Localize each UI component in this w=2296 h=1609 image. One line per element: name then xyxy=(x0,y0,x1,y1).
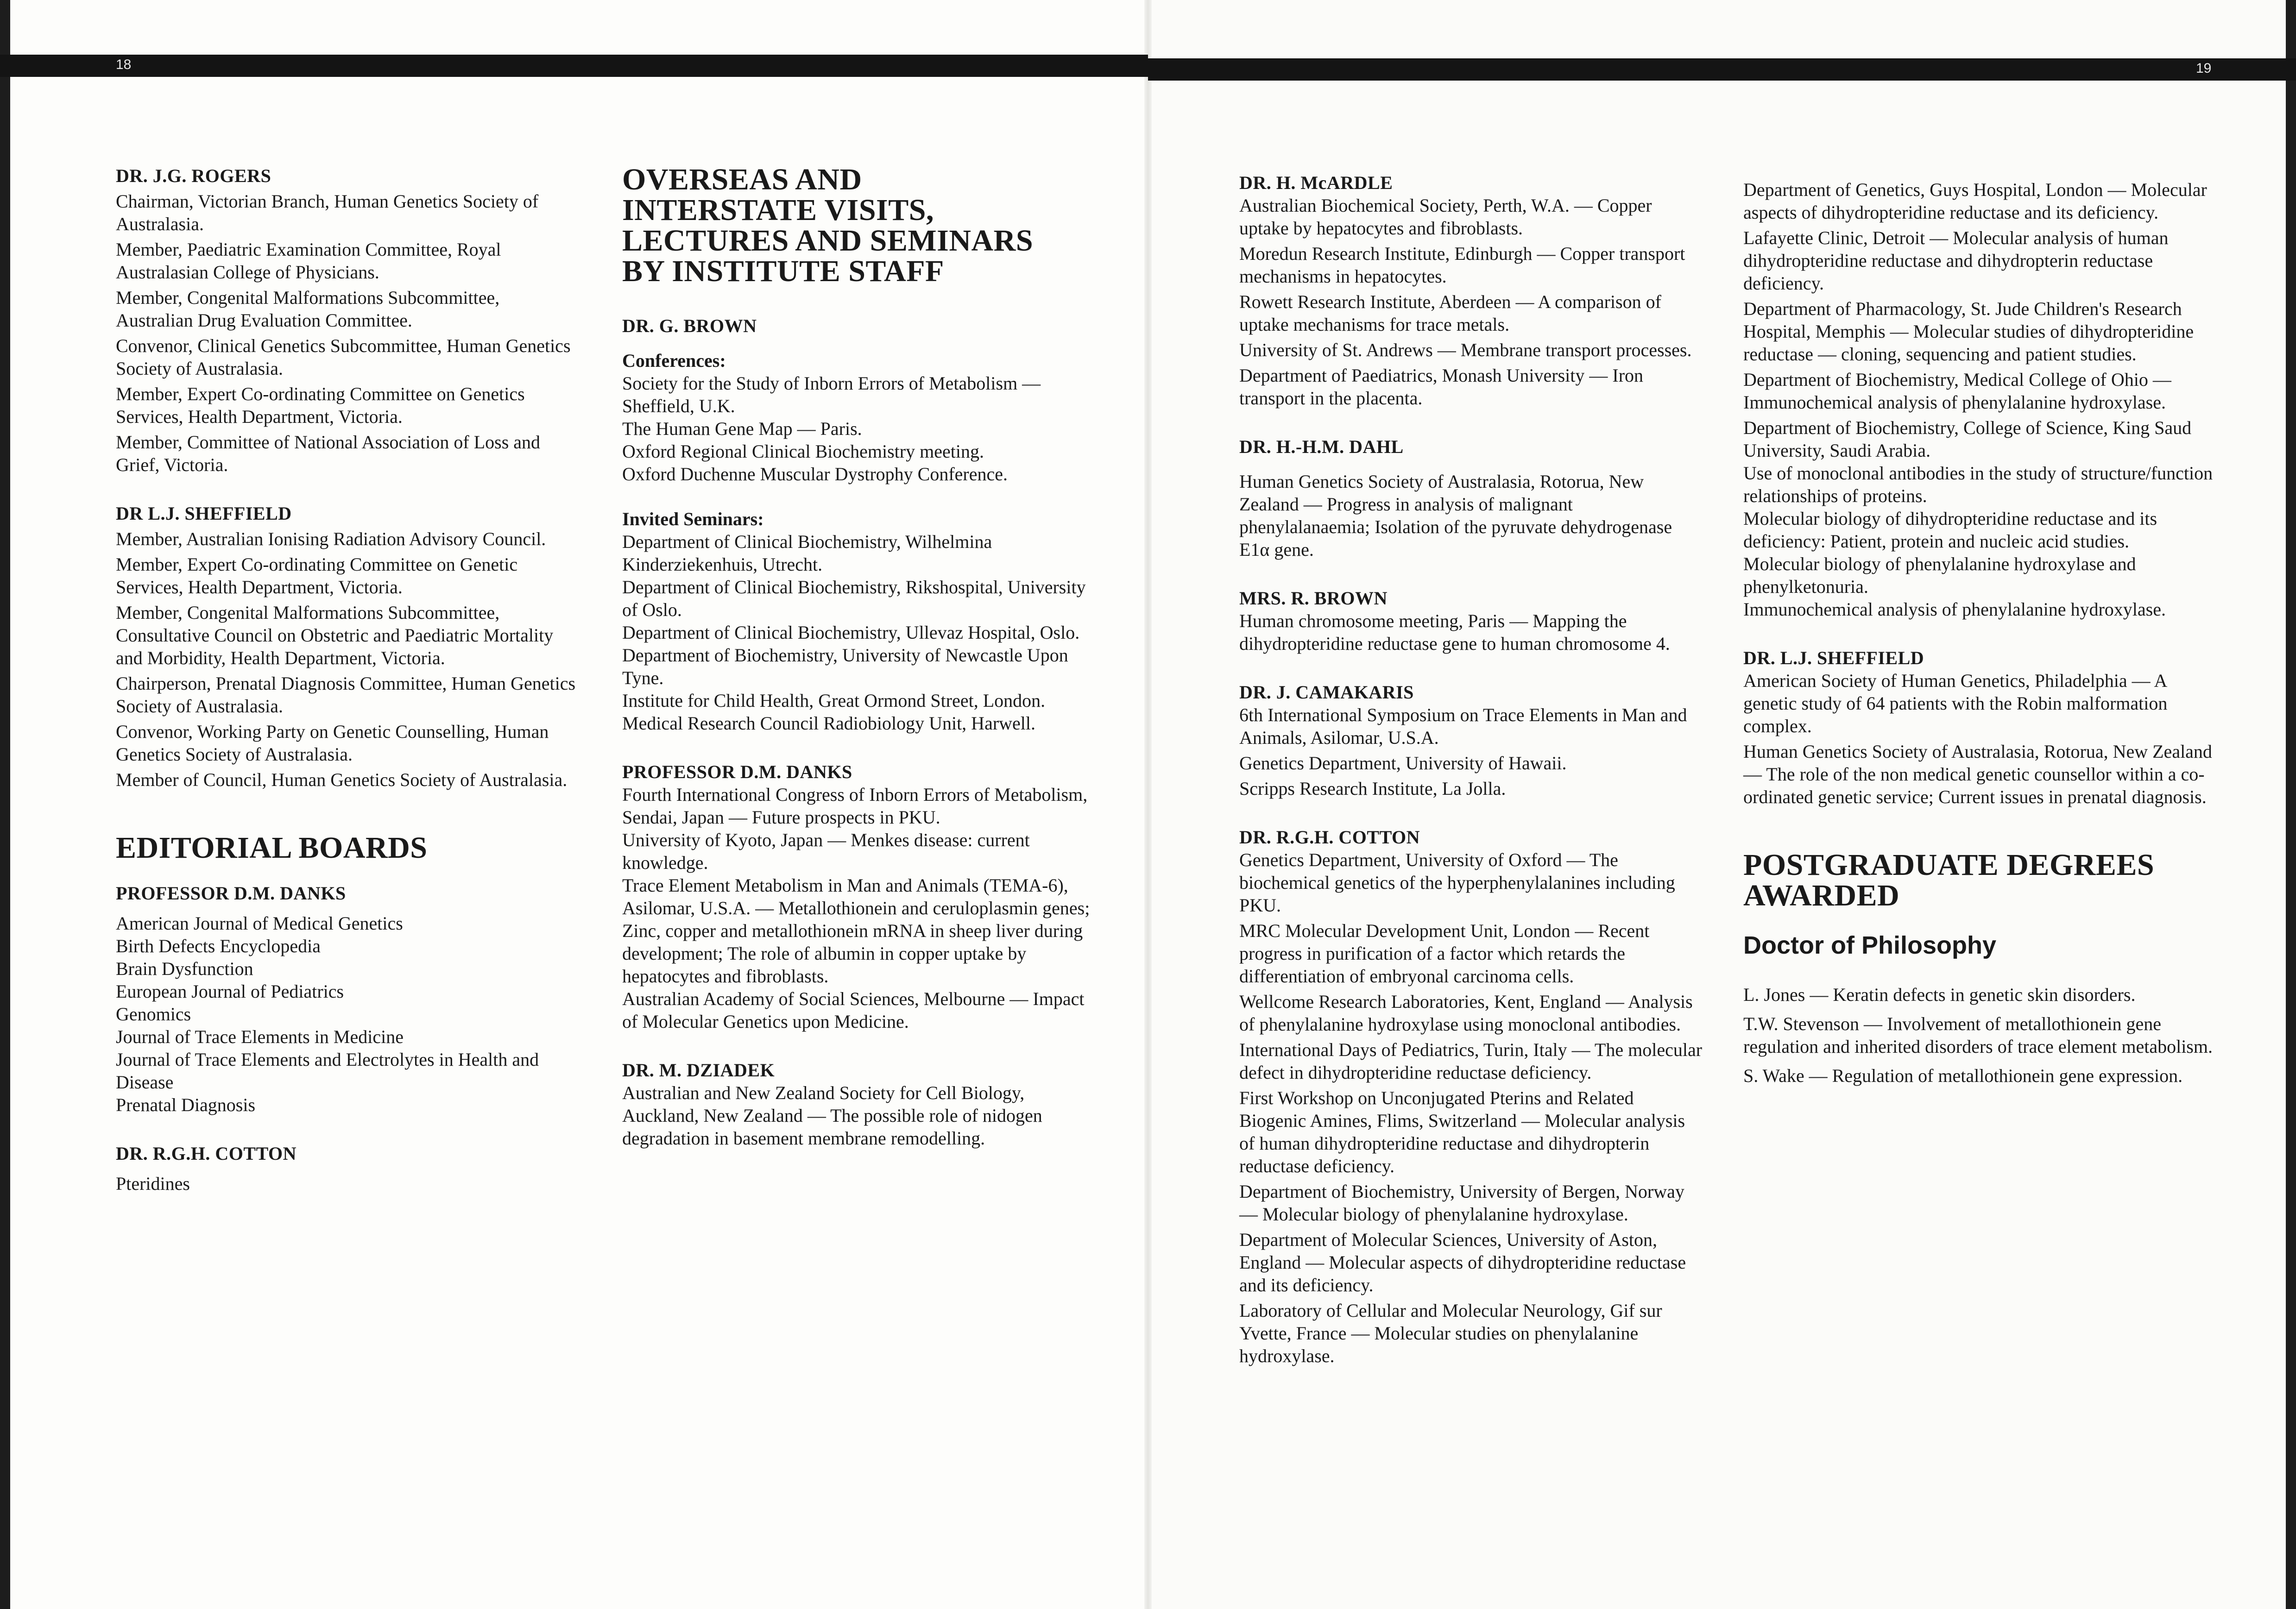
entry: Chairperson, Prenatal Diagnosis Committee, Human Genetics Society of Australasia. xyxy=(116,673,576,717)
entry: Rowett Research Institute, Aberdeen — A comparison of uptake mechanisms for trace metals. xyxy=(1239,291,1661,335)
journal-item: Prenatal Diagnosis xyxy=(116,1094,256,1115)
cotton-continued xyxy=(1743,178,2216,621)
sheffield-visits-section xyxy=(1743,647,2216,808)
entry: Human chromosome meeting, Paris — Mapping the dihydropteridine reductase gene to human chromosome 4. xyxy=(1239,610,1670,654)
subsection-label: Conferences: xyxy=(622,350,726,371)
person-name: DR. M. DZIADEK xyxy=(622,1060,775,1081)
entry: Member of Council, Human Genetics Society of Australasia. xyxy=(116,769,568,790)
journal-item: Journal of Trace Elements in Medicine xyxy=(116,1026,404,1047)
entry: Chairman, Victorian Branch, Human Genetics Society of Australasia. xyxy=(116,191,539,234)
person-name: PROFESSOR D.M. DANKS xyxy=(116,883,346,904)
entry: First Workshop on Unconjugated Pterins and Related Biogenic Amines, Flims, Switzerland — Molecular analysis of human dihydropteridine reductase and dihydropterin reductase deficiency. xyxy=(1239,1087,1685,1176)
entry: Australian Academy of Social Sciences, Melbourne — Impact of Molecular Genetics upon Medicine. xyxy=(622,988,1085,1032)
entry: Department of Biochemistry, College of Science, King Saud University, Saudi Arabia. xyxy=(1743,417,2192,461)
camakaris-section xyxy=(1239,681,1703,800)
gbrown-section xyxy=(622,314,1095,735)
heading-line: OVERSEAS AND xyxy=(622,163,862,196)
degrees-list xyxy=(1743,983,2216,1087)
rbrown-section xyxy=(1239,587,1703,655)
person-name: DR. L.J. SHEFFIELD xyxy=(1743,647,1924,668)
entry: Institute for Child Health, Great Ormond Street, London. xyxy=(622,690,1046,711)
entry: Department of Clinical Biochemistry, Ullevaz Hospital, Oslo. xyxy=(622,622,1080,643)
heading-line: BY INSTITUTE STAFF xyxy=(622,254,944,288)
person-name: MRS. R. BROWN xyxy=(1239,588,1388,609)
danks-visits-section xyxy=(622,761,1095,1033)
sheffield-section xyxy=(116,502,579,791)
dahl-section xyxy=(1239,435,1703,561)
section-heading-visits xyxy=(622,164,1095,287)
entry: Member, Paediatric Examination Committee, Royal Australasian College of Physicians. xyxy=(116,239,501,283)
entry: Oxford Duchenne Muscular Dystrophy Conference. xyxy=(622,464,1008,484)
section-heading-editorial: EDITORIAL BOARDS xyxy=(116,831,428,865)
entry: Moredun Research Institute, Edinburgh — Copper transport mechanisms in hepatocytes. xyxy=(1239,243,1685,287)
journal-item: European Journal of Pediatrics xyxy=(116,981,344,1002)
entry: Lafayette Clinic, Detroit — Molecular analysis of human dihydropteridine reductase and dihydropterin reductase deficiency. xyxy=(1743,227,2169,294)
column-4 xyxy=(1743,178,2216,1090)
person-name: PROFESSOR D.M. DANKS xyxy=(622,761,852,782)
entry: Member, Australian Ionising Radiation Advisory Council. xyxy=(116,528,546,549)
entry: Department of Pharmacology, St. Jude Children's Research Hospital, Memphis — Molecular studies of dihydropteridine reductase — cloning, sequencing and patient studies. xyxy=(1743,298,2194,365)
page-number-right: 19 xyxy=(2196,61,2212,76)
editorial-danks xyxy=(116,882,579,1116)
entry: Trace Element Metabolism in Man and Animals (TEMA-6), Asilomar, U.S.A. — Metallothionein and ceruloplasmin genes; Zinc, copper and metallothionein mRNA in sheep liver during development; The role of albumin in copper uptake by hepatocytes and fibroblasts. xyxy=(622,875,1090,987)
column-2 xyxy=(622,164,1095,1175)
entry: Human Genetics Society of Australasia, Rotorua, New Zealand — The role of the non medical genetic counsellor within a co-ordinated genetic service; Current issues in prenatal diagnosis. xyxy=(1743,741,2212,807)
entry: University of Kyoto, Japan — Menkes disease: current knowledge. xyxy=(622,830,1030,873)
entry: Department of Genetics, Guys Hospital, London — Molecular aspects of dihydropteridine reductase and its deficiency. xyxy=(1743,179,2207,223)
entry: Member, Expert Co-ordinating Committee on Genetics Services, Health Department, Victoria. xyxy=(116,383,525,427)
person-name: DR L.J. SHEFFIELD xyxy=(116,503,292,524)
entry: Scripps Research Institute, La Jolla. xyxy=(1239,778,1506,799)
entry: Genetics Department, University of Oxford — The biochemical genetics of the hyperphenylalanines including PKU. xyxy=(1239,849,1675,916)
entry: The Human Gene Map — Paris. xyxy=(622,418,862,439)
journal-item: Journal of Trace Elements and Electrolytes in Health and Disease xyxy=(116,1049,539,1093)
degree-entry: L. Jones — Keratin defects in genetic skin disorders. xyxy=(1743,984,2136,1005)
entry: American Society of Human Genetics, Philadelphia — A genetic study of 64 patients with the Robin malformation complex. xyxy=(1743,670,2168,736)
person-name: DR. G. BROWN xyxy=(622,315,757,336)
book-gutter xyxy=(1144,0,1152,1609)
entry: Department of Paediatrics, Monash University — Iron transport in the placenta. xyxy=(1239,365,1644,409)
person-name: DR. J. CAMAKARIS xyxy=(1239,682,1414,703)
heading-line: INTERSTATE VISITS, xyxy=(622,193,934,227)
entry: Member, Committee of National Association of Loss and Grief, Victoria. xyxy=(116,432,541,475)
entry: MRC Molecular Development Unit, London — Recent progress in purification of a factor which retards the differentiation of embryonal carcinoma cells. xyxy=(1239,920,1650,987)
scan-edge-left xyxy=(0,0,10,1609)
heading-line: AWARDED xyxy=(1743,879,1900,912)
journal-item: Genomics xyxy=(116,1004,191,1024)
journal-item: American Journal of Medical Genetics xyxy=(116,913,403,934)
journal-item: Pteridines xyxy=(116,1173,190,1194)
section-heading-postgraduate xyxy=(1743,850,2216,911)
editorial-cotton xyxy=(116,1142,579,1195)
entry: Department of Molecular Sciences, University of Aston, England — Molecular aspects of dihydropteridine reductase and its deficiency. xyxy=(1239,1229,1686,1295)
entry: Australian and New Zealand Society for Cell Biology, Auckland, New Zealand — The possible role of nidogen degradation in basement membrane remodelling. xyxy=(622,1082,1042,1149)
entry: Laboratory of Cellular and Molecular Neurology, Gif sur Yvette, France — Molecular studies on phenylalanine hydroxylase. xyxy=(1239,1300,1662,1366)
entry: University of St. Andrews — Membrane transport processes. xyxy=(1239,339,1692,360)
entry: Molecular biology of dihydropteridine reductase and its deficiency: Patient, protein and nucleic acid studies. xyxy=(1743,508,2157,552)
entry: 6th International Symposium on Trace Elements in Man and Animals, Asilomar, U.S.A. xyxy=(1239,704,1687,748)
column-3 xyxy=(1239,171,1703,1393)
scan-edge-right xyxy=(2286,0,2296,1609)
entry: Fourth International Congress of Inborn Errors of Metabolism, Sendai, Japan — Future prospects in PKU. xyxy=(622,784,1088,828)
mcardle-section xyxy=(1239,171,1703,409)
journal-item: Birth Defects Encyclopedia xyxy=(116,936,321,956)
heading-line: POSTGRADUATE DEGREES xyxy=(1743,848,2155,882)
person-name: DR. H. McARDLE xyxy=(1239,172,1393,193)
entry: Australian Biochemical Society, Perth, W.A. — Copper uptake by hepatocytes and fibroblasts. xyxy=(1239,195,1652,239)
entry: Convenor, Working Party on Genetic Counselling, Human Genetics Society of Australasia. xyxy=(116,721,549,765)
column-1 xyxy=(116,164,579,1221)
header-band-left xyxy=(0,55,1148,77)
person-name: DR. R.G.H. COTTON xyxy=(116,1143,297,1164)
entry: Department of Biochemistry, University of Newcastle Upon Tyne. xyxy=(622,645,1068,688)
rogers-section xyxy=(116,164,579,476)
entry: Human Genetics Society of Australasia, Rotorua, New Zealand — Progress in analysis of malignant phenylalanaemia; Isolation of the pyruvate dehydrogenase E1α gene. xyxy=(1239,471,1672,560)
entry: Member, Expert Co-ordinating Committee on Genetic Services, Health Department, Victoria. xyxy=(116,554,518,597)
person-name: DR. J.G. ROGERS xyxy=(116,165,271,186)
entry: Department of Biochemistry, University of Bergen, Norway — Molecular biology of phenylalanine hydroxylase. xyxy=(1239,1181,1684,1225)
header-band-right xyxy=(1148,58,2296,81)
degree-entry: S. Wake — Regulation of metallothionein gene expression. xyxy=(1743,1065,2183,1086)
entry: Oxford Regional Clinical Biochemistry meeting. xyxy=(622,441,984,462)
heading-line: LECTURES AND SEMINARS xyxy=(622,224,1034,258)
entry: International Days of Pediatrics, Turin, Italy — The molecular defect in dihydropteridine reductase deficiency. xyxy=(1239,1039,1703,1083)
subsection-label: Invited Seminars: xyxy=(622,509,764,529)
degree-subheading: Doctor of Philosophy xyxy=(1743,931,1996,959)
entry: Convenor, Clinical Genetics Subcommittee, Human Genetics Society of Australasia. xyxy=(116,335,571,379)
entry: Department of Clinical Biochemistry, Wilhelmina Kinderziekenhuis, Utrecht. xyxy=(622,531,992,575)
entry: Molecular biology of phenylalanine hydroxylase and phenylketonuria. xyxy=(1743,553,2136,597)
entry: Immunochemical analysis of phenylalanine hydroxylase. xyxy=(1743,599,2166,620)
cotton-visits-section xyxy=(1239,826,1703,1367)
page-number-left: 18 xyxy=(116,57,132,72)
entry: Medical Research Council Radiobiology Unit, Harwell. xyxy=(622,713,1036,734)
entry: Use of monoclonal antibodies in the study of structure/function relationships of proteins. xyxy=(1743,463,2213,506)
person-name: DR. H.-H.M. DAHL xyxy=(1239,436,1404,457)
entry: Society for the Study of Inborn Errors of Metabolism — Sheffield, U.K. xyxy=(622,373,1041,416)
degree-entry: T.W. Stevenson — Involvement of metallothionein gene regulation and inherited disorders of trace element metabolism. xyxy=(1743,1013,2213,1057)
entry: Member, Congenital Malformations Subcommittee, Australian Drug Evaluation Committee. xyxy=(116,287,500,331)
entry: Member, Congenital Malformations Subcommittee, Consultative Council on Obstetric and Paediatric Mortality and Morbidity, Health Department, Victoria. xyxy=(116,602,554,668)
entry: Department of Clinical Biochemistry, Rikshospital, University of Oslo. xyxy=(622,577,1086,620)
entry: Genetics Department, University of Hawaii. xyxy=(1239,753,1567,773)
journal-item: Brain Dysfunction xyxy=(116,958,253,979)
entry: Wellcome Research Laboratories, Kent, England — Analysis of phenylalanine hydroxylase using monoclonal antibodies. xyxy=(1239,991,1693,1035)
entry: Department of Biochemistry, Medical College of Ohio — Immunochemical analysis of phenylalanine hydroxylase. xyxy=(1743,369,2171,413)
dziadek-section xyxy=(622,1059,1095,1150)
person-name: DR. R.G.H. COTTON xyxy=(1239,827,1420,848)
